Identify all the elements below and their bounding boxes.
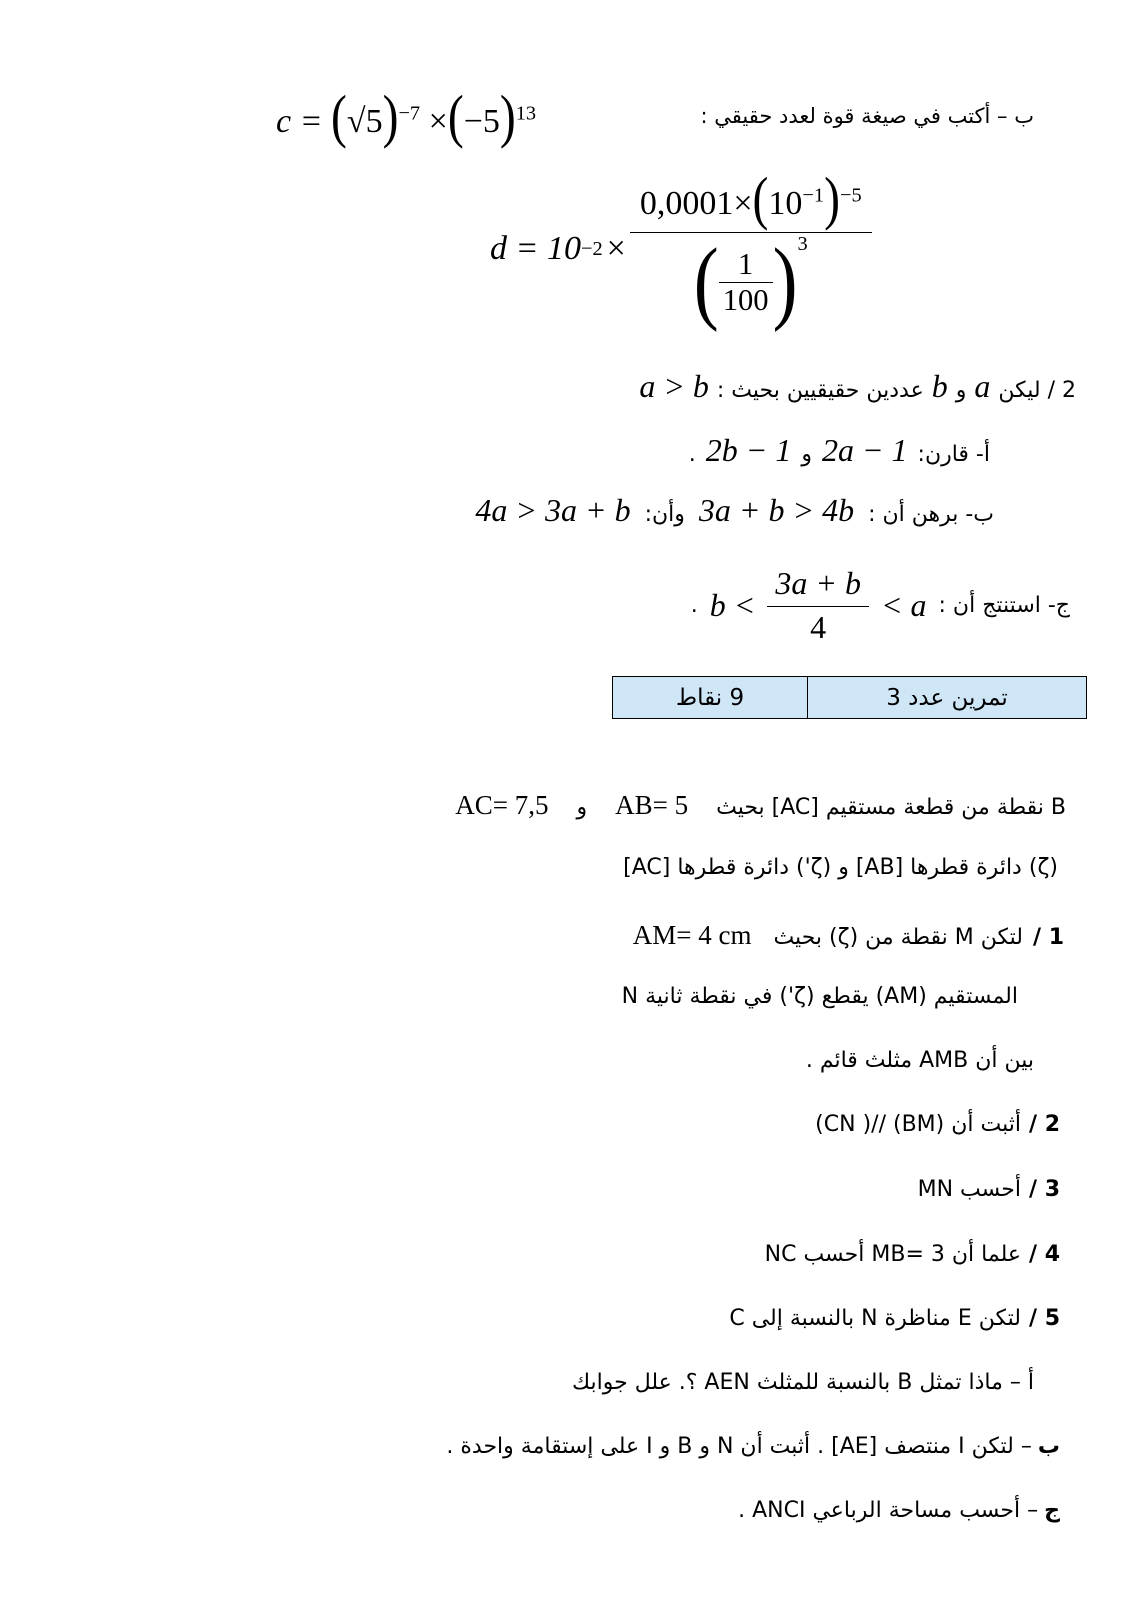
geo-l3-num: 1 / — [1032, 925, 1064, 950]
q2-line — [639, 368, 1076, 405]
geo-line-10: أ – ماذا تمثل B بالنسبة للمثلث AEN ؟. علل جوابك — [571, 1370, 1034, 1395]
q2-part-c-end: . — [690, 593, 698, 618]
geo-line-9 — [729, 1306, 1060, 1331]
geo-line-4: المستقيم (AM) يقطع (ζ') في نقطة ثانية N — [621, 984, 1018, 1009]
geo-line-5: بين أن AMB مثلث قائم . — [805, 1048, 1034, 1073]
q2-part-a-expr2: 2b − 1 — [705, 432, 792, 468]
expr-c-base2: −5 — [463, 103, 500, 140]
part-b-label: ب – أكتب في صيغة قوة لعدد حقيقي : — [700, 104, 1034, 128]
expr-d-den-den: 100 — [722, 282, 769, 317]
q2-part-a-and: و — [801, 442, 812, 467]
geo-l1-ab: AB= 5 — [615, 790, 689, 820]
expr-c-times: × — [428, 103, 448, 140]
q2-and: و — [955, 378, 967, 403]
geo-line-6 — [815, 1112, 1060, 1137]
geo-l7-text: أحسب MN — [917, 1177, 1021, 1202]
geo-l11-text: – لتكن I منتصف [AE] . أثبت أن N و B و I على إستقامة واحدة . — [446, 1434, 1032, 1459]
geo-line-7 — [918, 1177, 1060, 1202]
q2-part-a — [689, 432, 990, 469]
exercise-banner — [612, 676, 1087, 719]
expr-d-den-exp: 3 — [797, 232, 808, 255]
q2-part-b-expr1: 3a + b > 4b — [698, 492, 855, 528]
q2-part-c-left: < a — [880, 587, 927, 623]
q2-intro: 2 / ليكن — [998, 378, 1076, 403]
q2-cond: a > b — [639, 368, 709, 404]
geo-line-11 — [446, 1434, 1060, 1459]
q2-part-b — [475, 492, 994, 529]
expr-d-num-exp: −5 — [839, 184, 862, 207]
q2-var-a: a — [974, 368, 991, 404]
q2-part-c-fraction — [767, 565, 869, 646]
q2-desc: عددين حقيقيين بحيث : — [716, 378, 924, 403]
expr-d-fraction: $0,0001\times(10^{-1})^{-5}$ ( $\frac{1}{100}$ )$^3$ — [630, 172, 872, 325]
q2-part-c-den: 4 — [810, 609, 827, 645]
geo-l11-b: ب — [1037, 1434, 1060, 1459]
geo-l1-and: و — [576, 795, 588, 820]
expr-d-num-coeff: 0,0001× — [639, 185, 753, 222]
q2-part-c-num: 3a + b — [767, 565, 869, 607]
geo-line-2: (ζ) دائرة قطرها [AB] و (ζ') دائرة قطرها [AC] — [623, 855, 1058, 880]
geo-line-1 — [455, 790, 1066, 821]
q2-part-a-end: . — [688, 442, 696, 467]
expr-d-den-num: 1 — [719, 247, 773, 283]
geo-l7-num: 3 / — [1028, 1177, 1060, 1202]
q2-var-b: b — [931, 368, 948, 404]
expr-c-lhs: c = — [276, 103, 323, 140]
geo-l6-num: 2 / — [1028, 1112, 1060, 1137]
geo-line-3 — [633, 920, 1064, 951]
geo-l9-text: لتكن E مناظرة N بالنسبة إلى C — [729, 1306, 1021, 1331]
q2-part-b-and: وأن: — [644, 502, 685, 527]
geo-l1-text: B نقطة من قطعة مستقيم [AC] بحيث — [716, 795, 1066, 820]
geo-l8-text: علما أن MB= 3 أحسب NC — [764, 1242, 1021, 1267]
q2-part-c — [691, 565, 1070, 646]
expr-d-num-base: 10 — [768, 185, 803, 222]
q2-part-c-right: b < — [709, 587, 756, 623]
q2-part-c-label: ج- استنتج أن : — [938, 593, 1070, 618]
expr-d-num-inner-exp: −1 — [802, 184, 825, 207]
expr-c: $c = (√5)^{-7} \times(-5)^{13}$ — [276, 84, 537, 150]
geo-line-8 — [765, 1242, 1060, 1267]
expr-d: d = 10 −2 × $0,0001\times(10^{-1})^{-5}$ ( $\frac{1}{100}$ )$^3$ — [490, 172, 872, 325]
geo-l1-ac: AC= 7,5 — [455, 790, 549, 820]
q2-part-a-expr1: 2a − 1 — [821, 432, 908, 468]
geo-l12-j: ج — [1044, 1498, 1060, 1523]
exercise-points: 9 نقاط — [613, 677, 808, 719]
geo-l3-text: لتكن M نقطة من (ζ) بحيث — [773, 925, 1023, 950]
expr-c-exp2: 13 — [515, 102, 537, 125]
geo-l3-am: AM= 4 cm — [632, 920, 752, 950]
q2-part-a-label: أ- قارن: — [917, 442, 990, 467]
expr-c-exp1: −7 — [398, 102, 421, 125]
q2-part-b-label: ب- برهن أن : — [868, 502, 994, 527]
geo-line-12 — [738, 1498, 1060, 1523]
geo-l9-num: 5 / — [1028, 1306, 1060, 1331]
geo-l8-num: 4 / — [1028, 1242, 1060, 1267]
expr-d-lhs: d = 10 — [490, 229, 581, 267]
geo-l12-text: – أحسب مساحة الرباعي ANCI . — [738, 1498, 1039, 1523]
expr-d-times: × — [606, 229, 626, 267]
expr-c-base1: √5 — [346, 103, 383, 140]
exercise-title: تمرين عدد 3 — [808, 677, 1087, 719]
geo-l6-text: أثبت أن (BM) //( CN) — [815, 1112, 1021, 1137]
q2-part-b-expr2: 4a > 3a + b — [475, 492, 631, 528]
